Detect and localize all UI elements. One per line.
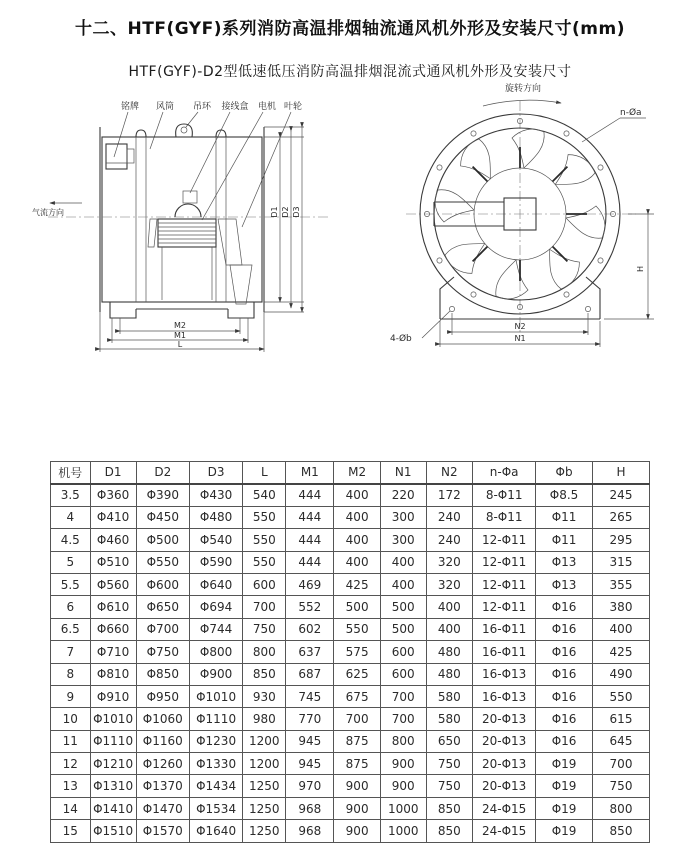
table-cell: 444 — [286, 484, 334, 506]
spec-table — [50, 461, 650, 843]
table-cell: 800 — [243, 641, 286, 663]
table-cell: 8 — [51, 663, 91, 685]
side-view-drawing — [30, 87, 360, 377]
mounting-feet — [110, 302, 254, 318]
table-cell: 750 — [426, 753, 473, 775]
table-cell: Φ800 — [189, 641, 242, 663]
table-cell: 400 — [593, 618, 650, 640]
table-cell: Φ430 — [189, 484, 242, 506]
table-cell: 968 — [286, 797, 334, 819]
table-cell: 220 — [380, 484, 426, 506]
table-cell: Φ1434 — [189, 775, 242, 797]
table-cell: 550 — [243, 551, 286, 573]
table-cell: 380 — [593, 596, 650, 618]
table-cell: 850 — [243, 663, 286, 685]
table-cell: 8-Φ11 — [473, 506, 536, 528]
table-cell: 800 — [380, 730, 426, 752]
table-cell: 850 — [426, 820, 473, 842]
drawings-area — [0, 84, 700, 377]
table-cell: Φ1370 — [136, 775, 189, 797]
table-cell: 770 — [286, 708, 334, 730]
table-cell: 675 — [334, 685, 381, 707]
table-cell: 645 — [593, 730, 650, 752]
table-cell: 400 — [334, 484, 381, 506]
table-cell: Φ500 — [136, 529, 189, 551]
foot-hole-right — [585, 306, 590, 311]
table-cell: 240 — [426, 506, 473, 528]
table-cell: 8-Φ11 — [473, 484, 536, 506]
col-header-l: L — [243, 462, 286, 484]
lifting-ring — [176, 124, 193, 137]
spec-table-header — [51, 462, 650, 484]
table-cell: 930 — [243, 685, 286, 707]
table-cell: 700 — [380, 708, 426, 730]
table-cell: Φ410 — [90, 506, 136, 528]
bolt-circle-callout — [582, 107, 646, 142]
table-row — [51, 506, 650, 528]
dim-m2: M2 — [174, 321, 186, 330]
table-cell: 800 — [593, 797, 650, 819]
table-cell: Φ16 — [536, 685, 593, 707]
table-cell: Φ650 — [136, 596, 189, 618]
table-cell: 600 — [380, 663, 426, 685]
table-cell: 700 — [380, 685, 426, 707]
table-cell: Φ1110 — [189, 708, 242, 730]
table-cell: Φ950 — [136, 685, 189, 707]
table-cell: Φ610 — [90, 596, 136, 618]
label-junction-box: 接线盒 — [221, 102, 249, 112]
table-cell: Φ1230 — [189, 730, 242, 752]
table-cell: 5 — [51, 551, 91, 573]
table-cell: 500 — [380, 596, 426, 618]
table-row — [51, 596, 650, 618]
table-cell: 444 — [286, 529, 334, 551]
table-cell: Φ16 — [536, 618, 593, 640]
table-row — [51, 797, 650, 819]
table-cell: Φ16 — [536, 663, 593, 685]
table-cell: Φ1010 — [90, 708, 136, 730]
table-cell: 400 — [380, 573, 426, 595]
table-cell: 6 — [51, 596, 91, 618]
label-duct: 风筒 — [155, 102, 175, 112]
table-cell: 444 — [286, 506, 334, 528]
table-cell: Φ1010 — [189, 685, 242, 707]
col-header-m2: M2 — [334, 462, 381, 484]
table-cell: Φ11 — [536, 506, 593, 528]
table-cell: Φ16 — [536, 596, 593, 618]
page-subtitle: HTF(GYF)-D2型低速低压消防高温排烟混流式通风机外形及安装尺寸 — [128, 64, 572, 80]
table-row — [51, 529, 650, 551]
table-cell: Φ1534 — [189, 797, 242, 819]
table-cell: Φ390 — [136, 484, 189, 506]
rotation-direction — [483, 82, 561, 106]
table-cell: 500 — [334, 596, 381, 618]
table-cell: 400 — [426, 618, 473, 640]
table-row — [51, 663, 650, 685]
table-cell: 575 — [334, 641, 381, 663]
table-cell: Φ590 — [189, 551, 242, 573]
table-cell: Φ1470 — [136, 797, 189, 819]
dim-d2: D2 — [281, 206, 290, 218]
table-cell: 12 — [51, 753, 91, 775]
table-cell: 687 — [286, 663, 334, 685]
diffuser-cone — [230, 265, 252, 304]
table-cell: 637 — [286, 641, 334, 663]
table-cell: Φ1310 — [90, 775, 136, 797]
table-row — [51, 708, 650, 730]
table-cell: 650 — [426, 730, 473, 752]
table-row — [51, 685, 650, 707]
table-cell: 700 — [334, 708, 381, 730]
header-row — [51, 462, 650, 484]
table-cell: 400 — [334, 506, 381, 528]
table-cell: 970 — [286, 775, 334, 797]
table-cell: 425 — [593, 641, 650, 663]
table-row — [51, 551, 650, 573]
table-cell: Φ19 — [536, 775, 593, 797]
table-row — [51, 573, 650, 595]
table-cell: Φ850 — [136, 663, 189, 685]
table-cell: 745 — [286, 685, 334, 707]
airflow-direction — [32, 203, 82, 217]
table-cell: 875 — [334, 730, 381, 752]
page-title: 十二、HTF(GYF)系列消防高温排烟轴流通风机外形及安装尺寸(mm) — [75, 19, 625, 39]
table-cell: 3.5 — [51, 484, 91, 506]
table-cell: Φ1410 — [90, 797, 136, 819]
table-row — [51, 730, 650, 752]
fan-casing — [100, 124, 264, 312]
table-cell: Φ744 — [189, 618, 242, 640]
table-cell: 245 — [593, 484, 650, 506]
bolt-circle-label: n-Øa — [620, 108, 642, 118]
table-cell: 20-Φ13 — [473, 753, 536, 775]
table-cell: 16-Φ13 — [473, 663, 536, 685]
diameter-dimensions — [264, 127, 304, 312]
col-header-n-phi-a: n-Φa — [473, 462, 536, 484]
foot-hole-left — [449, 306, 454, 311]
table-cell: 1000 — [380, 797, 426, 819]
table-cell: 552 — [286, 596, 334, 618]
table-cell: Φ1110 — [90, 730, 136, 752]
table-cell: 9 — [51, 685, 91, 707]
table-cell: 7 — [51, 641, 91, 663]
table-cell: 602 — [286, 618, 334, 640]
blade-roots — [473, 147, 587, 281]
table-cell: Φ1570 — [136, 820, 189, 842]
table-cell: 315 — [593, 551, 650, 573]
table-cell: 945 — [286, 730, 334, 752]
table-cell: Φ700 — [136, 618, 189, 640]
table-cell: Φ13 — [536, 573, 593, 595]
table-cell: 300 — [380, 506, 426, 528]
table-cell: 550 — [334, 618, 381, 640]
rotation-label: 旋转方向 — [504, 84, 542, 94]
col-header-phi-b: Φb — [536, 462, 593, 484]
table-cell: Φ1330 — [189, 753, 242, 775]
table-cell: Φ660 — [90, 618, 136, 640]
table-cell: 20-Φ13 — [473, 708, 536, 730]
impeller-hub — [218, 219, 242, 265]
table-cell: 540 — [243, 484, 286, 506]
table-cell: Φ550 — [136, 551, 189, 573]
table-cell: 550 — [593, 685, 650, 707]
table-cell: 20-Φ13 — [473, 775, 536, 797]
table-cell: 265 — [593, 506, 650, 528]
table-cell: 900 — [380, 775, 426, 797]
table-cell: Φ13 — [536, 551, 593, 573]
table-cell: 4.5 — [51, 529, 91, 551]
col-header-n1: N1 — [380, 462, 426, 484]
table-cell: 968 — [286, 820, 334, 842]
table-cell: Φ510 — [90, 551, 136, 573]
table-cell: 500 — [380, 618, 426, 640]
table-cell: Φ600 — [136, 573, 189, 595]
table-cell: Φ19 — [536, 797, 593, 819]
table-cell: 1200 — [243, 730, 286, 752]
table-cell: Φ16 — [536, 708, 593, 730]
dim-n2: N2 — [514, 322, 526, 331]
table-cell: 600 — [380, 641, 426, 663]
table-cell: Φ750 — [136, 641, 189, 663]
table-cell: Φ640 — [189, 573, 242, 595]
col-header-h: H — [593, 462, 650, 484]
table-cell: 1250 — [243, 797, 286, 819]
catalog-page — [0, 14, 700, 854]
table-row — [51, 484, 650, 506]
table-cell: Φ910 — [90, 685, 136, 707]
table-cell: 980 — [243, 708, 286, 730]
table-cell: Φ19 — [536, 753, 593, 775]
table-cell: 444 — [286, 551, 334, 573]
table-cell: 240 — [426, 529, 473, 551]
table-row — [51, 753, 650, 775]
table-cell: Φ1060 — [136, 708, 189, 730]
table-cell: 4 — [51, 506, 91, 528]
table-cell: 900 — [334, 820, 381, 842]
table-cell: 900 — [334, 775, 381, 797]
height-dimension — [604, 214, 654, 319]
table-cell: 172 — [426, 484, 473, 506]
table-cell: 750 — [593, 775, 650, 797]
table-cell: 875 — [334, 753, 381, 775]
col-header-d2: D2 — [136, 462, 189, 484]
dim-n1: N1 — [514, 334, 526, 343]
table-cell: Φ810 — [90, 663, 136, 685]
spec-table-body — [51, 484, 650, 842]
table-cell: 400 — [334, 551, 381, 573]
table-cell: 12-Φ11 — [473, 551, 536, 573]
foot-hole-label: 4-Øb — [390, 334, 412, 344]
table-cell: 400 — [334, 529, 381, 551]
table-cell: Φ560 — [90, 573, 136, 595]
table-cell: 625 — [334, 663, 381, 685]
col-header-m1: M1 — [286, 462, 334, 484]
table-row — [51, 775, 650, 797]
table-cell: 400 — [380, 551, 426, 573]
table-cell: 5.5 — [51, 573, 91, 595]
col-header-d3: D3 — [189, 462, 242, 484]
table-cell: 945 — [286, 753, 334, 775]
label-nameplate: 铭牌 — [120, 102, 140, 112]
table-cell: 850 — [426, 797, 473, 819]
table-cell: 580 — [426, 685, 473, 707]
table-cell: 900 — [334, 797, 381, 819]
table-cell: 425 — [334, 573, 381, 595]
table-cell: 750 — [426, 775, 473, 797]
table-cell: 490 — [593, 663, 650, 685]
nameplate — [106, 144, 134, 169]
table-row — [51, 641, 650, 663]
col-header-n2: N2 — [426, 462, 473, 484]
table-cell: 615 — [593, 708, 650, 730]
table-cell: Φ460 — [90, 529, 136, 551]
table-cell: 700 — [593, 753, 650, 775]
table-cell: 1250 — [243, 775, 286, 797]
dim-l: L — [177, 340, 183, 349]
table-cell: 480 — [426, 663, 473, 685]
table-cell: Φ694 — [189, 596, 242, 618]
motor-assembly — [148, 191, 252, 304]
table-cell: Φ360 — [90, 484, 136, 506]
table-cell: 16-Φ11 — [473, 618, 536, 640]
table-cell: 700 — [243, 596, 286, 618]
table-cell: 12-Φ11 — [473, 573, 536, 595]
table-cell: 1250 — [243, 820, 286, 842]
table-cell: Φ1210 — [90, 753, 136, 775]
table-cell: 295 — [593, 529, 650, 551]
table-row — [51, 820, 650, 842]
table-cell: Φ710 — [90, 641, 136, 663]
col-header-d1: D1 — [90, 462, 136, 484]
table-cell: 13 — [51, 775, 91, 797]
table-cell: Φ11 — [536, 529, 593, 551]
table-cell: 1000 — [380, 820, 426, 842]
table-cell: 480 — [426, 641, 473, 663]
table-cell: Φ19 — [536, 820, 593, 842]
dim-m1: M1 — [174, 331, 186, 340]
mount-bracket-left — [148, 219, 157, 247]
table-cell: 11 — [51, 730, 91, 752]
table-cell: 12-Φ11 — [473, 529, 536, 551]
dim-h: H — [636, 265, 645, 273]
table-cell: 750 — [243, 618, 286, 640]
table-cell: Φ1260 — [136, 753, 189, 775]
table-cell: 14 — [51, 797, 91, 819]
table-cell: 400 — [426, 596, 473, 618]
table-cell: 300 — [380, 529, 426, 551]
table-cell: 550 — [243, 506, 286, 528]
table-row — [51, 618, 650, 640]
table-cell: Φ16 — [536, 641, 593, 663]
table-cell: 16-Φ13 — [473, 685, 536, 707]
dim-d3: D3 — [292, 206, 301, 218]
motor-hatching — [158, 223, 216, 243]
label-lifting-ring: 吊环 — [192, 102, 212, 112]
table-cell: 320 — [426, 573, 473, 595]
front-view-drawing — [388, 79, 700, 377]
table-cell: 550 — [243, 529, 286, 551]
table-cell: 12-Φ11 — [473, 596, 536, 618]
table-cell: 850 — [593, 820, 650, 842]
table-cell: Φ1160 — [136, 730, 189, 752]
table-cell: 10 — [51, 708, 91, 730]
table-cell: Φ480 — [189, 506, 242, 528]
table-cell: Φ1510 — [90, 820, 136, 842]
label-impeller: 叶轮 — [283, 102, 303, 112]
table-cell: 15 — [51, 820, 91, 842]
col-header-model: 机号 — [51, 462, 91, 484]
table-cell: 24-Φ15 — [473, 797, 536, 819]
airflow-label: 气流方向 — [32, 208, 64, 217]
table-cell: 580 — [426, 708, 473, 730]
table-cell: Φ16 — [536, 730, 593, 752]
table-cell: Φ8.5 — [536, 484, 593, 506]
table-cell: Φ1640 — [189, 820, 242, 842]
table-cell: 355 — [593, 573, 650, 595]
foot-hole-callout — [390, 311, 450, 344]
table-cell: 24-Φ15 — [473, 820, 536, 842]
table-cell: 469 — [286, 573, 334, 595]
motor-dome — [175, 204, 201, 217]
table-cell: 16-Φ11 — [473, 641, 536, 663]
table-cell: Φ450 — [136, 506, 189, 528]
table-cell: 6.5 — [51, 618, 91, 640]
table-cell: 1200 — [243, 753, 286, 775]
table-cell: 900 — [380, 753, 426, 775]
table-cell: Φ900 — [189, 663, 242, 685]
label-motor: 电机 — [257, 102, 277, 112]
dim-d1: D1 — [270, 206, 279, 218]
table-cell: Φ540 — [189, 529, 242, 551]
table-cell: 320 — [426, 551, 473, 573]
table-cell: 600 — [243, 573, 286, 595]
table-cell: 20-Φ13 — [473, 730, 536, 752]
